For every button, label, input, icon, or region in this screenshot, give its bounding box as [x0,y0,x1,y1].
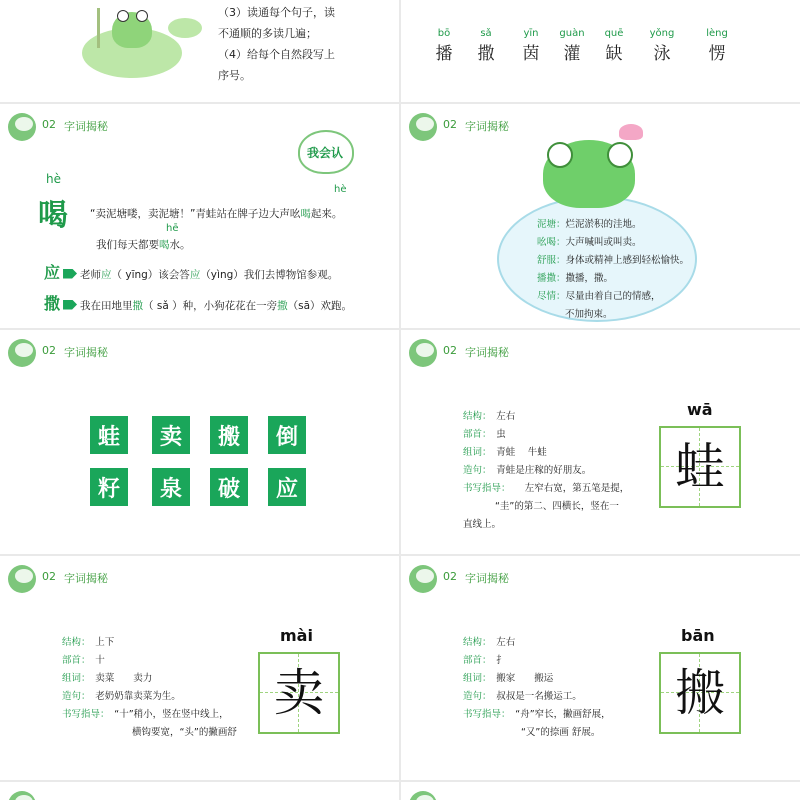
info-row: 结构： 左右 [463,411,516,422]
char-tile[interactable]: 破 [210,468,248,506]
word-char: 泳 [653,44,671,64]
char-tile[interactable]: 蛙 [90,416,128,454]
definition-item: 尽情：尽量由着自己的情感， [537,291,661,302]
word-char: 茵 [522,44,540,64]
grid-char: 搬 [675,664,725,722]
header-logo-icon [8,565,36,593]
row4-char: 撒 [44,294,61,313]
info-row: 书写指导： “舟”窄长，撇画舒展， [463,709,611,720]
word-pinyin: bō [437,28,451,39]
section-number: 02 [42,118,56,131]
word-char: 愣 [708,44,726,64]
row4-mid: （ sǎ ）种，小狗花花在一旁 [143,300,278,312]
section-title: 字词揭秘 [465,346,509,359]
frog-eye-left [547,142,573,168]
tip-line-2: 不通顺的多读几遍； [218,27,317,40]
definition-item: 播撒：撒播，撒。 [537,273,614,284]
slide-vocab-pinyin [401,0,800,102]
slide-partial-left [0,782,399,800]
info-row: 组词： 卖菜 卖力 [62,673,153,684]
row4-text: 我在田地里 [80,300,133,312]
lily-pad-small-image [168,18,202,38]
word-pinyin: yīn [523,28,539,39]
section-number: 02 [443,570,457,583]
section-number: 02 [443,118,457,131]
word-char: 播 [435,44,453,64]
info-row: 结构： 左右 [463,637,516,648]
grid-char: 卖 [274,664,324,722]
example-line-1 [90,206,342,221]
frog-eye-right [607,142,633,168]
line1-highlight: 喝 [300,208,311,220]
section-title: 字词揭秘 [465,120,509,133]
arrow-icon [63,300,77,310]
grid-char: 蛙 [675,438,725,496]
line1-end: 起来。 [310,208,343,220]
lotus-flower-icon [619,124,643,140]
word-item-5 [599,28,629,64]
slide-char-wa [401,330,800,554]
badge-label: 我会认 [306,146,343,160]
char-info [463,634,611,742]
info-row: 造句： 老奶奶靠卖菜为生。 [62,691,181,702]
info-row: “又”的捺画 舒展。 [521,727,601,738]
writing-grid [258,652,340,734]
char-info [62,634,237,742]
row3-mid: （ yīng）该会答 [111,269,190,281]
section-number: 02 [42,344,56,357]
section-number: 02 [443,344,457,357]
slide-char-grid [0,330,399,554]
header-logo-icon [409,113,437,141]
row3-text: 老师 [80,269,102,281]
header-logo-icon [409,339,437,367]
slide-polyphone [0,104,399,328]
definition-item: 舒服：身体或精神上感到轻松愉快。 [537,255,690,266]
char-info [463,408,629,534]
reed-image [97,8,100,48]
tip-line-3: （4）给每个自然段写上 [218,48,335,61]
tip-line-1: （3）读通每个句子，读 [218,6,335,19]
info-row: 造句： 青蛙是庄稼的好朋友。 [463,465,592,476]
row4-highlight: 撒 [132,300,144,312]
tip-line-4: 序号。 [218,69,251,82]
info-row: 横钩要宽，“头”的撇画舒 [132,727,237,738]
writing-grid [659,426,741,508]
section-title: 字词揭秘 [465,572,509,585]
word-pinyin: yǒng [649,28,675,39]
row3-highlight-2: 应 [189,269,201,281]
word-char: 灌 [563,44,581,64]
polyphone-row-sa [44,291,352,314]
definition-list [537,216,689,324]
word-char: 撒 [477,44,495,64]
row4-highlight-2: 撒 [277,300,288,312]
info-row: “圭”的第二、四横长，竖在一 [495,501,619,512]
line1-text: “卖泥塘喽，卖泥塘！”青蛙站在牌子边大声吆 [90,208,301,220]
word-item-6 [644,28,680,64]
word-item-4 [554,28,590,64]
char-tile[interactable]: 籽 [90,468,128,506]
word-pinyin: lèng [706,28,728,39]
info-row: 书写指导： “十”稍小，竖在竖中线上， [62,709,229,720]
arrow-icon [63,269,77,279]
word-pinyin: quē [604,28,624,39]
info-row: 组词： 搬家 搬运 [463,673,554,684]
line2-pinyin: hē [166,223,179,234]
slide-reading-tips [0,0,399,102]
info-row: 结构： 上下 [62,637,115,648]
writing-grid [659,652,741,734]
big-char-pinyin: hè [46,172,61,186]
definition-item: 吆喝：大声喊叫或叫卖。 [537,237,642,248]
row3-highlight: 应 [101,269,112,281]
info-row: 部首： 扌 [463,655,506,666]
char-tile[interactable]: 泉 [152,468,190,506]
section-title: 字词揭秘 [64,346,108,359]
slide-char-ban [401,556,800,780]
big-char: 喝 [38,198,68,233]
polyphone-row-ying [44,260,338,283]
word-item-2 [471,28,501,64]
line2-highlight: 喝 [159,239,170,251]
char-tile[interactable]: 应 [268,468,306,506]
definition-item: 泥塘：烂泥淤积的洼地。 [537,219,642,230]
char-tile[interactable]: 卖 [152,416,190,454]
info-row: 直线上。 [463,519,502,530]
header-logo-icon [8,113,36,141]
word-item-3 [516,28,546,64]
definition-item: 不加拘束。 [565,309,613,320]
char-pinyin: mài [280,626,313,645]
slide-partial-right [401,782,800,800]
info-row: 部首： 十 [62,655,105,666]
line2-text: 我们每天都要 [96,239,159,251]
header-logo-icon [409,791,437,800]
section-title: 字词揭秘 [64,120,108,133]
char-tile[interactable]: 搬 [210,416,248,454]
word-pinyin: sǎ [480,28,492,39]
frog-eye-right [136,10,148,22]
example-line-2 [96,237,191,252]
section-number: 02 [42,570,56,583]
char-pinyin: bān [681,626,715,645]
slide-char-mai [0,556,399,780]
row4-end: （sā）欢跑。 [287,300,353,312]
char-tile[interactable]: 倒 [268,416,306,454]
slide-definitions [401,104,800,328]
frog-eye-left [117,10,129,22]
section-title: 字词揭秘 [64,572,108,585]
line2-end: 水。 [169,239,191,251]
header-logo-icon [8,791,36,800]
info-row: 部首： 虫 [463,429,506,440]
row3-char: 应 [44,263,61,282]
word-item-7 [699,28,735,64]
word-item-1 [429,28,459,64]
word-char: 缺 [605,44,623,64]
header-logo-icon [409,565,437,593]
word-pinyin: guàn [559,28,585,39]
row3-end: （yìng）我们去博物馆参观。 [200,269,339,281]
info-row: 造句： 叔叔是一名搬运工。 [463,691,582,702]
info-row: 组词： 青蛙 牛蛙 [463,447,547,458]
line1-pinyin: hè [334,184,347,195]
info-row: 书写指导： 左窄右宽，第五笔是提， [463,483,630,494]
header-logo-icon [8,339,36,367]
char-pinyin: wā [687,400,713,419]
